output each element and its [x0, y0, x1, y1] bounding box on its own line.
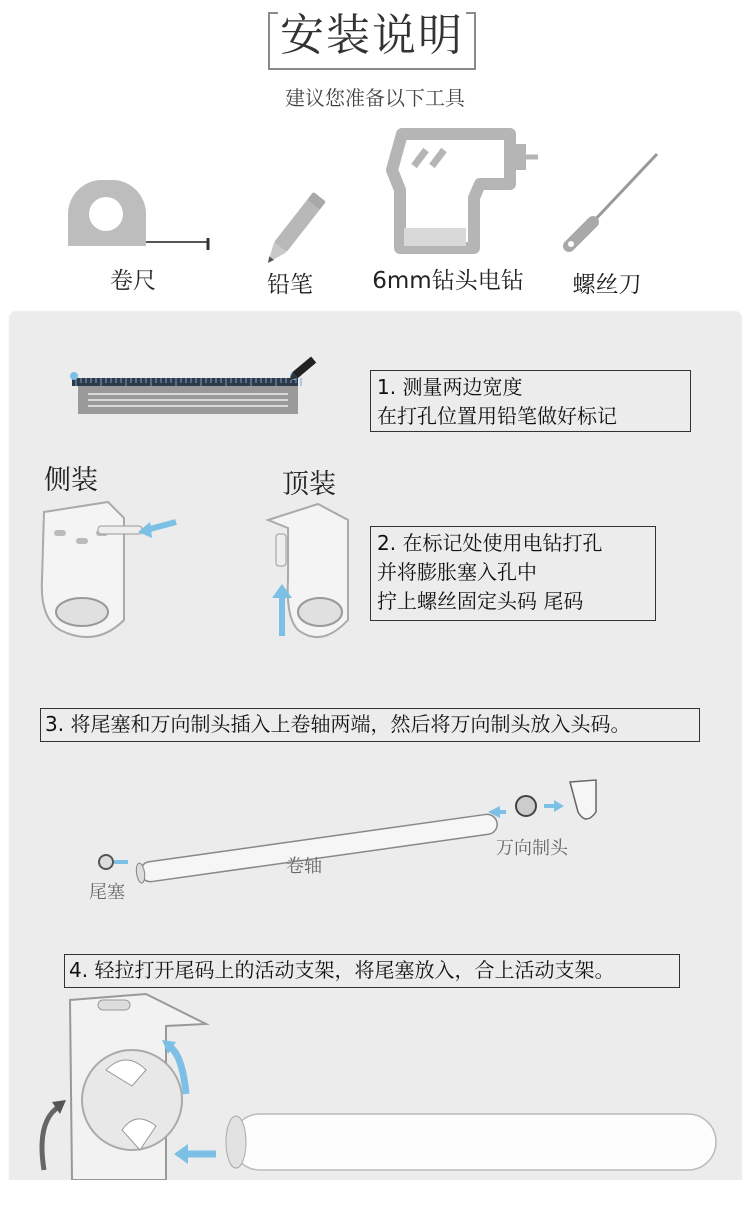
tape-measure-icon — [66, 180, 216, 255]
side-mount-bracket-illustration — [36, 500, 186, 645]
tool-label-tape: 卷尺 — [110, 268, 156, 294]
drill-icon — [390, 130, 540, 252]
pencil-icon — [262, 186, 342, 256]
roller-illustration — [96, 776, 606, 876]
tool-label-pencil: 铅笔 — [267, 272, 313, 298]
universal-head-label: 万向制头 — [496, 838, 568, 859]
tool-label-screwdriver: 螺丝刀 — [572, 272, 642, 298]
roller-label: 卷轴 — [286, 856, 322, 877]
step-3-instruction: 3. 将尾塞和万向制头插入上卷轴两端，然后将万向制头放入头码。 — [40, 708, 700, 742]
measure-rail-illustration — [70, 350, 330, 420]
end-bracket-closeup-illustration — [36, 990, 726, 1180]
page-title: 安装说明 — [280, 10, 464, 61]
top-mount-bracket-illustration — [262, 500, 362, 645]
bottom-edge — [0, 1180, 750, 1212]
top-mount-label: 顶装 — [282, 469, 336, 500]
screwdriver-icon — [563, 150, 663, 250]
page-subtitle: 建议您准备以下工具 — [285, 86, 465, 110]
end-plug-label: 尾塞 — [89, 882, 125, 903]
step-4-instruction: 4. 轻拉打开尾码上的活动支架，将尾塞放入，合上活动支架。 — [64, 954, 680, 988]
tool-label-drill: 6mm钻头电钻 — [372, 268, 524, 294]
step-2-instruction: 2. 在标记处使用电钻打孔 并将膨胀塞入孔中 拧上螺丝固定头码 尾码 — [370, 526, 656, 621]
side-mount-label: 侧装 — [44, 465, 98, 496]
step-1-instruction: 1. 测量两边宽度 在打孔位置用铅笔做好标记 — [370, 370, 691, 432]
